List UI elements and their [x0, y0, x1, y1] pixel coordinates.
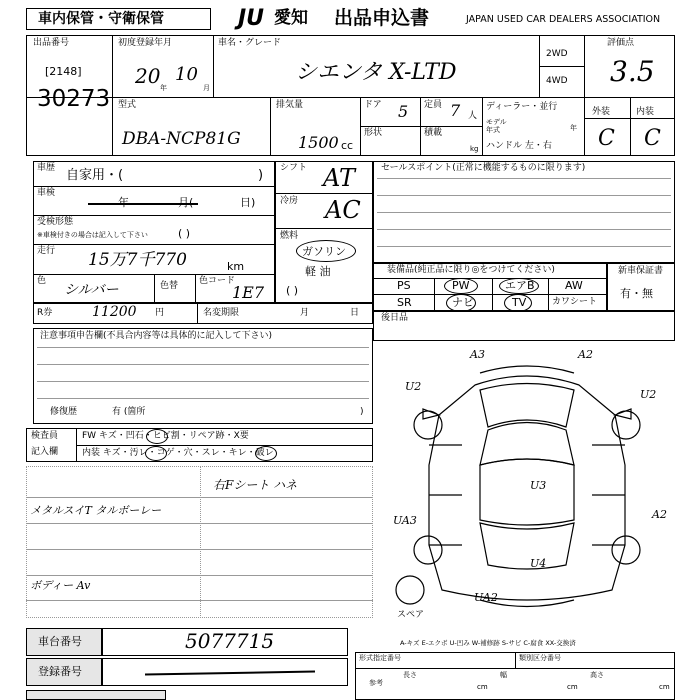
type-label: 型式 — [118, 100, 137, 110]
checker-label-1: 検査員 — [31, 431, 59, 441]
reg-month: 10 — [175, 64, 198, 85]
col-divider — [270, 97, 271, 156]
row-divider — [355, 668, 675, 669]
history-close: ) — [258, 168, 264, 183]
spare-label: スペア — [397, 610, 425, 620]
model-value: シエンタ X-LTD — [295, 60, 457, 85]
after-frame — [373, 311, 675, 341]
damage-mark-ua2: UA2 — [474, 591, 498, 604]
fuel-label: 燃料 — [280, 231, 299, 241]
equip-ps: PS — [397, 279, 411, 292]
aircon-value: AC — [325, 196, 361, 224]
mirror-right — [615, 409, 631, 419]
col-divider — [434, 278, 435, 311]
drive-divider — [539, 66, 584, 67]
year-unit: 年 — [160, 84, 167, 92]
equip-seat: カワシート — [552, 297, 598, 307]
dotted-line — [377, 178, 671, 179]
mileage-value: 15万7千770 — [88, 250, 187, 270]
guarantee-value: 有・無 — [620, 287, 653, 300]
mirror-left — [423, 409, 439, 419]
dotted-line — [37, 381, 369, 382]
modelyear-label2: 年式 — [486, 126, 500, 134]
equip-navi: ナビ — [452, 296, 474, 309]
row-divider — [275, 228, 373, 229]
recycle-label: R券 — [37, 308, 53, 318]
kg-unit: kg — [470, 145, 479, 153]
int-value: C — [644, 126, 661, 151]
equip-navi-circle — [446, 294, 476, 312]
handle-label: ハンドル 左・右 — [486, 141, 552, 151]
row-divider — [33, 215, 275, 216]
col-divider — [548, 278, 549, 311]
equip-tv-circle — [504, 294, 532, 312]
assoc-name: JAPAN USED CAR DEALERS ASSOCIATION — [466, 14, 661, 25]
col-divider — [195, 274, 196, 303]
row-divider — [360, 126, 482, 127]
recycle-value: 11200 — [92, 304, 137, 320]
ext-label: 外装 — [592, 107, 611, 117]
disp-unit: cc — [341, 139, 354, 152]
score-value: 3.5 — [610, 55, 655, 88]
damage-mark-a3: A3 — [470, 348, 485, 361]
height-label: 高さ — [590, 671, 604, 679]
color-change-label: 色替 — [160, 281, 179, 291]
col-divider — [154, 274, 155, 303]
note-front: 右Fシート ハネ — [213, 478, 298, 492]
disp-value: 1500 — [298, 133, 339, 152]
dotted-line — [377, 229, 671, 230]
aircon-label: 冷房 — [280, 196, 299, 206]
ju-logo: JU — [238, 6, 265, 31]
fuel-diesel: 軽 油 — [305, 265, 331, 278]
repair-label: 修復歴 — [50, 407, 78, 417]
dotted-line — [26, 549, 373, 550]
col-divider — [112, 35, 113, 156]
damage-mark-u3: U3 — [530, 479, 547, 492]
row-divider — [373, 294, 607, 295]
fuel-paren: ( ) — [286, 284, 299, 297]
shape-no-label: 形式指定番号 — [359, 654, 401, 662]
row-divider — [33, 186, 275, 187]
reg-year: 20 — [135, 64, 161, 88]
class-no-label: 類別区分番号 — [519, 654, 561, 662]
after-label: 後日品 — [381, 313, 409, 323]
equip-pw: PW — [452, 279, 470, 292]
length-label: 長さ — [403, 671, 417, 679]
color-label: 色 — [37, 276, 47, 286]
equipment-label: 装備品(純正品に限り◎をつけてください) — [387, 265, 555, 275]
namechange-month: 月 — [300, 308, 310, 318]
row-divider — [76, 445, 373, 446]
recycle-unit: 円 — [155, 308, 165, 318]
mileage-unit: km — [227, 260, 245, 273]
modelyear-label: モデル — [486, 118, 507, 126]
org-name: 愛知 — [274, 8, 308, 28]
type-value: DBA-NCP81G — [122, 129, 241, 149]
fuel-gas: ガソリン — [302, 245, 346, 258]
inspection-strike — [88, 203, 198, 205]
month-unit: 月 — [203, 84, 210, 92]
col-divider — [515, 652, 516, 668]
row-divider — [584, 118, 675, 119]
dotted-line — [37, 347, 369, 348]
car-hood — [480, 384, 574, 428]
wheel-rear-right — [612, 536, 640, 564]
bottom-tabs — [26, 690, 166, 700]
dotted-line — [37, 398, 369, 399]
header-badge-text: 車内保管・守衛保管 — [38, 11, 164, 27]
cap-unit: 人 — [468, 111, 478, 121]
car-rear-window — [480, 523, 574, 569]
drive-4wd: 4WD — [546, 76, 568, 86]
repair-value: 有 (箇所 — [112, 407, 146, 417]
dotted-line — [26, 600, 373, 601]
namechange-day: 日 — [350, 308, 360, 318]
dotted-line — [26, 497, 373, 498]
cap-value: 7 — [450, 101, 461, 120]
damage-mark-a2-right: A2 — [652, 508, 667, 521]
checker-ext-line: FW キズ・凹石・ヒビ割・リペア跡・X要 — [82, 431, 249, 441]
height-unit: cm — [659, 683, 670, 691]
year-unit2: 年 — [570, 124, 577, 132]
namechange-label: 名変期限 — [203, 308, 240, 318]
reference-label: 参考 — [369, 679, 383, 687]
form-title: 出品申込書 — [334, 7, 430, 29]
receive-note: ※車検付きの場合は記入して下さい — [37, 231, 148, 239]
chassis-label: 車台番号 — [38, 635, 82, 648]
mileage-label: 走行 — [37, 246, 56, 256]
checker-int-line: 内装 キズ・汚レ・コゲ・穴・スレ・キレ・破レ — [82, 448, 274, 458]
lot-number: 30273 — [37, 86, 111, 112]
car-body-outline — [429, 376, 625, 600]
notes-label: 注意事項申告欄(不具合内容等は具体的に記入して下さい) — [40, 331, 273, 341]
col-divider — [482, 97, 483, 156]
col-divider — [630, 97, 631, 156]
int-label: 内装 — [636, 107, 655, 117]
front-bumper — [480, 366, 574, 373]
inspection-label: 車検 — [37, 188, 56, 198]
dotted-line — [26, 523, 373, 524]
score-label: 評価点 — [607, 38, 635, 48]
dotted-line — [37, 364, 369, 365]
spare-tire — [396, 576, 424, 604]
cap-label: 定員 — [424, 100, 443, 110]
wheel-rear-left — [414, 536, 442, 564]
width-label: 幅 — [500, 671, 507, 679]
inspection-day: 日) — [240, 196, 256, 209]
load-label: 積載 — [424, 128, 443, 138]
dotted-line — [377, 212, 671, 213]
length-unit: cm — [477, 683, 488, 691]
damage-mark-ua3: UA3 — [393, 514, 417, 527]
guarantee-label: 新車保証書 — [618, 266, 664, 276]
disp-label: 排気量 — [276, 100, 304, 110]
damage-mark-u2-left: U2 — [405, 380, 422, 393]
damage-legend: A-キズ E-エクボ U-凹み W-補修跡 S-サビ C-腐食 XX-交換済 — [400, 639, 576, 647]
dealer-label: ディーラー・並行 — [486, 102, 558, 112]
equip-pw-circle — [444, 278, 478, 294]
car-diagram — [380, 345, 675, 640]
model-label: 車名・グレード — [218, 38, 282, 48]
shift-label: シフト — [280, 163, 308, 173]
color-code-value: 1E7 — [232, 283, 265, 302]
plate-label: 登録番号 — [38, 665, 82, 678]
checker-label-2: 記入欄 — [31, 447, 59, 457]
damage-mark-a2: A2 — [578, 348, 593, 361]
lot-small: [2148] — [45, 65, 82, 78]
ext-value: C — [598, 126, 615, 151]
damage-mark-u2-right: U2 — [640, 388, 657, 401]
row-divider — [33, 244, 275, 245]
shape-label: 形状 — [364, 128, 383, 138]
fuel-gas-circle — [296, 240, 356, 262]
equip-airbag: エアB — [505, 279, 535, 292]
drive-2wd: 2WD — [546, 49, 568, 59]
color-code-label: 色コード — [199, 276, 236, 286]
history-label: 車歴 — [37, 163, 56, 173]
appeal-label: セールスポイント(正常に機能するものに限ります) — [381, 163, 586, 173]
col-divider — [197, 303, 198, 324]
color-value: シルバー — [64, 282, 119, 298]
door-value: 5 — [398, 102, 409, 121]
checker-mark — [146, 429, 168, 444]
dotted-line — [26, 575, 373, 576]
note-meter: メタルスイT タルボーレー — [30, 504, 162, 517]
note-paint: ボディー Av — [30, 579, 91, 592]
repair-close: ) — [360, 407, 364, 417]
checker-mark — [255, 446, 277, 461]
receive-label: 受検形態 — [37, 217, 74, 227]
col-divider — [213, 35, 214, 97]
row-divider — [26, 97, 675, 98]
col-divider — [200, 466, 201, 618]
reg-label: 初度登録年月 — [118, 38, 173, 48]
width-unit: cm — [567, 683, 578, 691]
car-roof — [480, 459, 574, 525]
col-divider — [584, 35, 585, 156]
shift-value: AT — [323, 164, 356, 192]
receive-paren: ( ) — [178, 227, 191, 240]
equip-airbag-circle — [499, 278, 539, 294]
dotted-line — [377, 195, 671, 196]
chassis-value: 5077715 — [185, 629, 275, 653]
dotted-line — [377, 246, 671, 247]
row-divider — [275, 193, 373, 194]
col-divider — [492, 278, 493, 311]
equip-tv: TV — [512, 296, 527, 309]
equip-sr: SR — [397, 296, 412, 309]
notes-frame — [33, 328, 373, 424]
door-label: ドア — [364, 100, 382, 110]
checker-mark — [145, 446, 167, 461]
equip-aw: AW — [565, 279, 583, 292]
damage-mark-u4: U4 — [530, 557, 547, 570]
lot-label: 出品番号 — [33, 38, 70, 48]
history-value: 自家用・( — [66, 168, 124, 183]
